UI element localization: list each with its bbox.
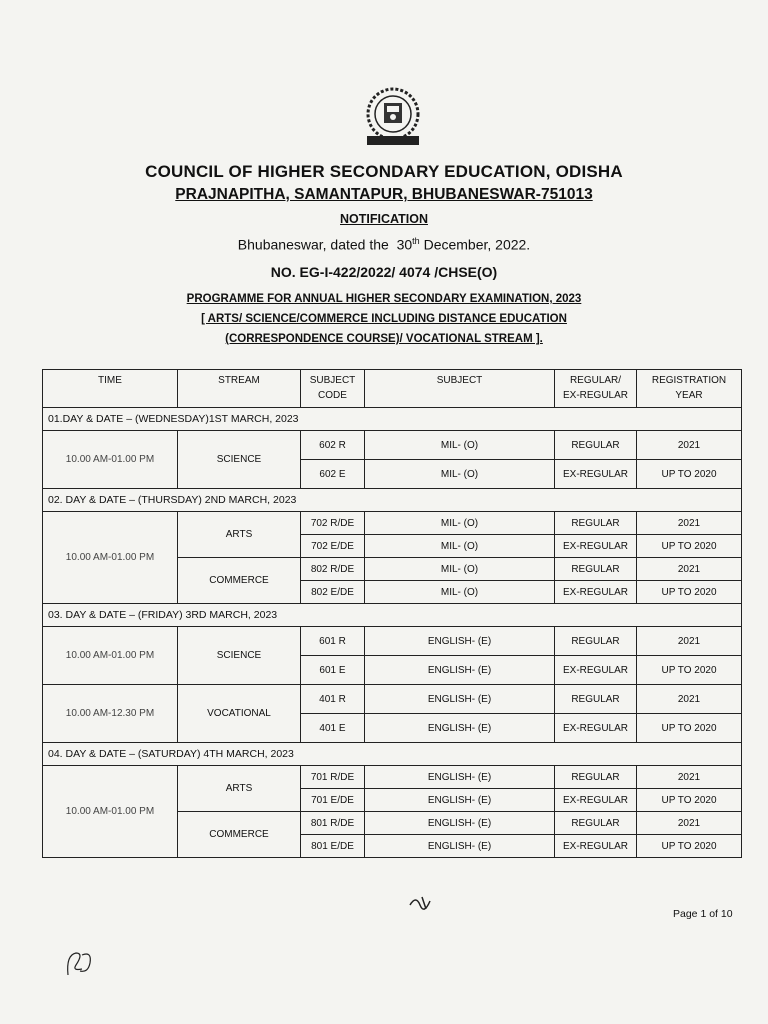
subject-cell: ENGLISH- (E) <box>365 835 555 858</box>
page-number: Page 1 of 10 <box>673 908 733 920</box>
type-cell: REGULAR <box>555 685 637 714</box>
code-cell: 401 R <box>301 685 365 714</box>
type-cell: EX-REGULAR <box>555 535 637 558</box>
subject-cell: ENGLISH- (E) <box>365 812 555 835</box>
notification-heading: NOTIFICATION <box>340 212 428 226</box>
time-cell: 10.00 AM-12.30 PM <box>43 685 178 743</box>
code-cell: 602 R <box>301 431 365 460</box>
code-cell: 601 R <box>301 627 365 656</box>
code-cell: 701 E/DE <box>301 789 365 812</box>
subject-cell: MIL- (O) <box>365 460 555 489</box>
code-cell: 801 R/DE <box>301 812 365 835</box>
stream-cell: SCIENCE <box>178 431 301 489</box>
year-cell: UP TO 2020 <box>637 656 742 685</box>
handwritten-mark <box>408 893 438 918</box>
table-row <box>43 685 742 714</box>
day-title: 04. DAY & DATE – (SATURDAY) 4TH MARCH, 2023 <box>43 743 742 766</box>
year-cell: 2021 <box>637 812 742 835</box>
council-seal-logo <box>362 86 424 148</box>
council-title: COUNCIL OF HIGHER SECONDARY EDUCATION, ODISHA <box>145 162 623 181</box>
subject-cell: ENGLISH- (E) <box>365 766 555 789</box>
year-cell: 2021 <box>637 431 742 460</box>
year-cell: UP TO 2020 <box>637 581 742 604</box>
code-cell: 702 E/DE <box>301 535 365 558</box>
header-subject-code: SUBJECT CODE <box>301 370 365 408</box>
programme-title-line2: [ ARTS/ SCIENCE/COMMERCE INCLUDING DISTANCE EDUCATION <box>201 313 567 325</box>
year-cell: 2021 <box>637 685 742 714</box>
programme-title-line3: (CORRESPONDENCE COURSE)/ VOCATIONAL STREAM ]. <box>225 333 543 345</box>
exam-schedule-table <box>42 369 742 858</box>
header-regular: REGULAR/ EX-REGULAR <box>555 370 637 408</box>
type-cell: EX-REGULAR <box>555 656 637 685</box>
stream-cell: VOCATIONAL <box>178 685 301 743</box>
year-cell: UP TO 2020 <box>637 714 742 743</box>
type-cell: EX-REGULAR <box>555 789 637 812</box>
table-row <box>43 431 742 460</box>
day-title-row <box>43 408 742 431</box>
type-cell: REGULAR <box>555 766 637 789</box>
year-cell: UP TO 2020 <box>637 460 742 489</box>
council-address: PRAJNAPITHA, SAMANTAPUR, BHUBANESWAR-751013 <box>175 186 593 203</box>
subject-cell: MIL- (O) <box>365 581 555 604</box>
table-row <box>43 766 742 789</box>
type-cell: REGULAR <box>555 812 637 835</box>
type-cell: EX-REGULAR <box>555 835 637 858</box>
handwritten-initials <box>62 945 102 986</box>
time-cell: 10.00 AM-01.00 PM <box>43 512 178 604</box>
header-time: TIME <box>43 370 178 408</box>
time-cell: 10.00 AM-01.00 PM <box>43 627 178 685</box>
day-title-row <box>43 743 742 766</box>
day-title: 01.DAY & DATE – (WEDNESDAY)1ST MARCH, 2023 <box>43 408 742 431</box>
day-title-row <box>43 489 742 512</box>
header-subject: SUBJECT <box>365 370 555 408</box>
code-cell: 701 R/DE <box>301 766 365 789</box>
type-cell: REGULAR <box>555 558 637 581</box>
table-row <box>43 627 742 656</box>
stream-cell: COMMERCE <box>178 558 301 604</box>
time-cell: 10.00 AM-01.00 PM <box>43 766 178 858</box>
dated-line: Bhubaneswar, dated the 30th December, 2022. <box>237 236 531 253</box>
type-cell: EX-REGULAR <box>555 460 637 489</box>
type-cell: REGULAR <box>555 512 637 535</box>
code-cell: 802 E/DE <box>301 581 365 604</box>
day-title: 02. DAY & DATE – (THURSDAY) 2ND MARCH, 2023 <box>43 489 742 512</box>
code-cell: 601 E <box>301 656 365 685</box>
header-registration-year: REGISTRATION YEAR <box>637 370 742 408</box>
subject-cell: ENGLISH- (E) <box>365 789 555 812</box>
year-cell: UP TO 2020 <box>637 835 742 858</box>
code-cell: 801 E/DE <box>301 835 365 858</box>
year-cell: 2021 <box>637 512 742 535</box>
year-cell: 2021 <box>637 558 742 581</box>
subject-cell: MIL- (O) <box>365 535 555 558</box>
type-cell: EX-REGULAR <box>555 714 637 743</box>
programme-title-line1: PROGRAMME FOR ANNUAL HIGHER SECONDARY EXAMINATION, 2023 <box>186 293 582 305</box>
year-cell: UP TO 2020 <box>637 535 742 558</box>
type-cell: REGULAR <box>555 431 637 460</box>
table-header-row <box>43 370 742 408</box>
code-cell: 602 E <box>301 460 365 489</box>
year-cell: 2021 <box>637 627 742 656</box>
stream-cell: SCIENCE <box>178 627 301 685</box>
code-cell: 401 E <box>301 714 365 743</box>
subject-cell: ENGLISH- (E) <box>365 656 555 685</box>
type-cell: EX-REGULAR <box>555 581 637 604</box>
subject-cell: MIL- (O) <box>365 512 555 535</box>
stream-cell: COMMERCE <box>178 812 301 858</box>
day-title: 03. DAY & DATE – (FRIDAY) 3RD MARCH, 2023 <box>43 604 742 627</box>
subject-cell: ENGLISH- (E) <box>365 685 555 714</box>
subject-cell: ENGLISH- (E) <box>365 627 555 656</box>
subject-cell: MIL- (O) <box>365 431 555 460</box>
time-cell: 10.00 AM-01.00 PM <box>43 431 178 489</box>
code-cell: 702 R/DE <box>301 512 365 535</box>
code-cell: 802 R/DE <box>301 558 365 581</box>
year-cell: UP TO 2020 <box>637 789 742 812</box>
subject-cell: MIL- (O) <box>365 558 555 581</box>
type-cell: REGULAR <box>555 627 637 656</box>
header-stream: STREAM <box>178 370 301 408</box>
table-row <box>43 512 742 535</box>
subject-cell: ENGLISH- (E) <box>365 714 555 743</box>
stream-cell: ARTS <box>178 512 301 558</box>
year-cell: 2021 <box>637 766 742 789</box>
notification-number: NO. EG-I-422/2022/ 4074 /CHSE(O) <box>270 264 498 280</box>
day-title-row <box>43 604 742 627</box>
stream-cell: ARTS <box>178 766 301 812</box>
